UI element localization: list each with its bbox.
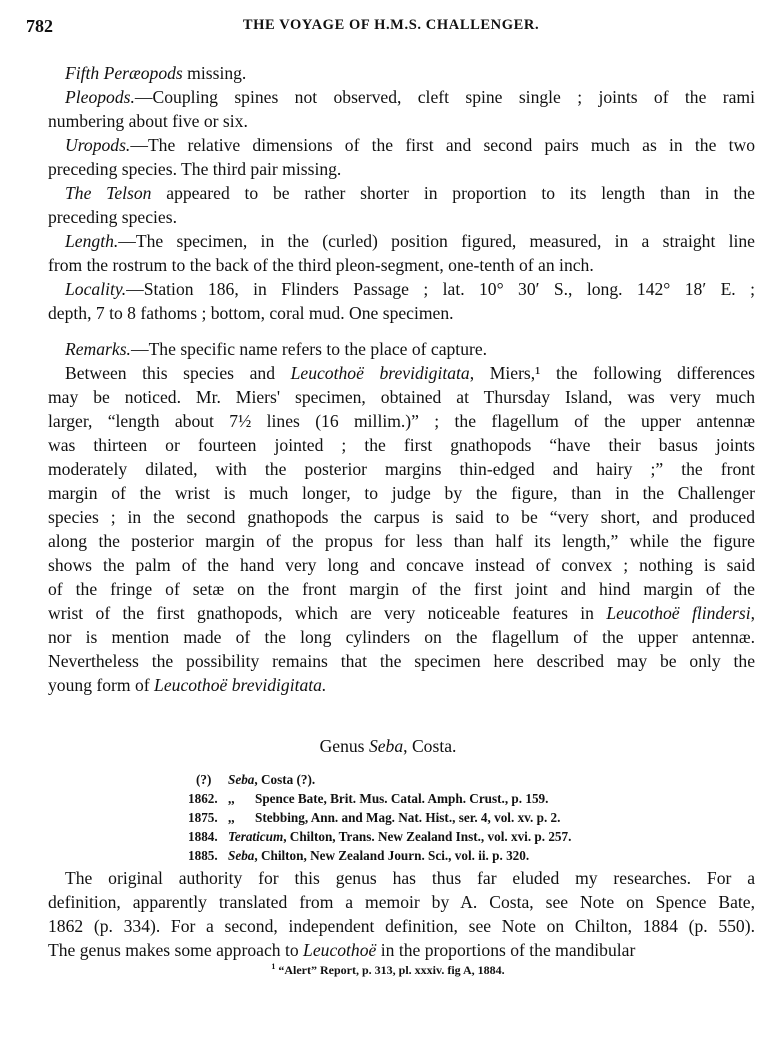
page-number: 782 <box>26 16 53 36</box>
italic-term: Fifth Peræopods <box>65 63 183 83</box>
text-line: The original authority for this genus has thus far eluded my researches. For a <box>65 868 755 888</box>
text-line: Nevertheless the possibility remains that the specimen here described may be only the <box>48 651 755 671</box>
genus-name: Seba <box>228 848 255 863</box>
italic-term: Leucothoë <box>303 940 377 960</box>
remarks-section <box>48 337 755 697</box>
italic-term: Leucothoë flindersi <box>606 603 751 623</box>
species-description-section <box>48 61 755 325</box>
paragraph <box>48 61 755 85</box>
text-line: along the posterior margin of the propus for less than half its length,” while the figure <box>48 531 755 551</box>
synonymy-list <box>188 770 571 865</box>
text-line: definition, apparently translated from a memoir by A. Costa, see Note on Spence Bate, <box>48 892 755 912</box>
paragraph <box>48 181 755 229</box>
italic-term: Length. <box>65 231 119 251</box>
citation: , Chilton, Trans. New Zealand Inst., vol. xvi. p. 257. <box>283 829 572 844</box>
genus-discussion-section <box>48 866 755 962</box>
genus-suffix: , Costa. <box>403 736 457 756</box>
text-line: numbering about five or six. <box>48 111 248 131</box>
paragraph <box>48 866 755 962</box>
citation: , Costa (?). <box>254 772 316 787</box>
paragraph <box>48 85 755 133</box>
ditto-mark: ,, <box>228 810 235 825</box>
footnote <box>0 962 776 978</box>
genus-name: Teraticum <box>228 829 284 844</box>
synonymy-year: 1884. <box>188 829 218 844</box>
italic-term: The Telson <box>65 183 152 203</box>
text-line: depth, 7 to 8 fathoms ; bottom, coral mud. One specimen. <box>48 303 454 323</box>
synonymy-year: 1862. <box>188 791 218 806</box>
citation: , Chilton, New Zealand Journ. Sci., vol. ii. p. 320. <box>254 848 530 863</box>
synonymy-year: (?) <box>196 772 212 787</box>
text-line: margin of the wrist is much longer, to judge by the figure, than in the Challenger <box>48 483 755 503</box>
text-line: preceding species. <box>48 207 177 227</box>
italic-term: Locality. <box>65 279 127 299</box>
genus-name: Seba <box>368 736 404 756</box>
italic-term: Pleopods. <box>65 87 135 107</box>
text-line: larger, “length about 7½ lines (16 millim.)” ; the flagellum of the upper antennæ <box>48 411 755 431</box>
text-line: The Telson appeared to be rather shorter in proportion to its length than in the <box>65 183 755 203</box>
text-line: from the rostrum to the back of the third pleon-segment, one-tenth of an inch. <box>48 255 594 275</box>
text-line: Uropods.—The relative dimensions of the first and second pairs much as in the two <box>65 135 755 155</box>
paragraph <box>48 277 755 325</box>
synonymy-entry <box>188 789 571 808</box>
paragraph <box>48 361 755 697</box>
text-line: nor is mention made of the long cylinders on the flagellum of the upper antennæ. <box>48 627 755 647</box>
paragraph <box>48 133 755 181</box>
synonymy-entry <box>188 827 571 846</box>
text-line: species ; in the second gnathopods the carpus is said to be “very short, and produced <box>48 507 755 527</box>
genus-heading <box>0 736 776 757</box>
genus-prefix: Genus <box>319 736 369 756</box>
text-line: preceding species. The third pair missing. <box>48 159 342 179</box>
synonymy-entry <box>188 808 571 827</box>
text-line: may be noticed. Mr. Miers' specimen, obtained at Thursday Island, was very much <box>48 387 755 407</box>
italic-term: Leucothoë brevidigitata. <box>154 675 327 695</box>
synonymy-entry <box>188 846 571 865</box>
text-line: Between this species and Leucothoë brevidigitata, Miers,¹ the following differences <box>65 363 755 383</box>
italic-term: Uropods. <box>65 135 131 155</box>
paragraph <box>48 337 755 361</box>
citation: Spence Bate, Brit. Mus. Catal. Amph. Crust., p. 159. <box>255 791 549 806</box>
text-line: Length.—The specimen, in the (curled) position figured, measured, in a straight line <box>65 231 755 251</box>
text-line: Pleopods.—Coupling spines not observed, cleft spine single ; joints of the rami <box>65 87 755 107</box>
synonymy-year: 1875. <box>188 810 218 825</box>
text-line: moderately dilated, with the posterior margins thin-edged and hairy ;” the front <box>48 459 755 479</box>
ditto-mark: ,, <box>228 791 235 806</box>
italic-term: Leucothoë brevidigitata <box>290 363 470 383</box>
footnote-mark: 1 <box>271 962 276 971</box>
text-line: Locality.—Station 186, in Flinders Passage ; lat. 10° 30′ S., long. 142° 18′ E. ; <box>65 279 755 299</box>
synonymy-year: 1885. <box>188 848 218 863</box>
text-line: shows the palm of the hand very long and concave instead of convex ; nothing is said <box>48 555 755 575</box>
running-title: THE VOYAGE OF H.M.S. CHALLENGER. <box>242 17 540 33</box>
text-line: The genus makes some approach to Leucothoë in the proportions of the mandibular <box>48 940 636 960</box>
text-line: of the fringe of setæ on the front margin of the first joint and hind margin of the <box>48 579 755 599</box>
text-line: wrist of the first gnathopods, which are very noticeable features in Leucothoë flindersi, <box>48 603 755 623</box>
citation: Stebbing, Ann. and Mag. Nat. Hist., ser. 4, vol. xv. p. 2. <box>255 810 561 825</box>
synonymy-entry <box>188 770 571 789</box>
paragraph <box>48 229 755 277</box>
text-line: 1862 (p. 334). For a second, independent definition, see Note on Chilton, 1884 (p. 550). <box>48 916 755 936</box>
italic-term: Remarks. <box>65 339 131 359</box>
page-header <box>26 16 756 40</box>
text-line: was thirteen or fourteen jointed ; the first gnathopods “have their basus joints <box>48 435 755 455</box>
text-line: Remarks.—The specific name refers to the place of capture. <box>65 339 488 359</box>
text-line: young form of Leucothoë brevidigitata. <box>48 675 327 695</box>
genus-name: Seba <box>228 772 255 787</box>
footnote-text: “Alert” Report, p. 313, pl. xxxiv. fig A, 1884. <box>278 963 505 977</box>
text-line: Fifth Peræopods missing. <box>65 63 247 83</box>
